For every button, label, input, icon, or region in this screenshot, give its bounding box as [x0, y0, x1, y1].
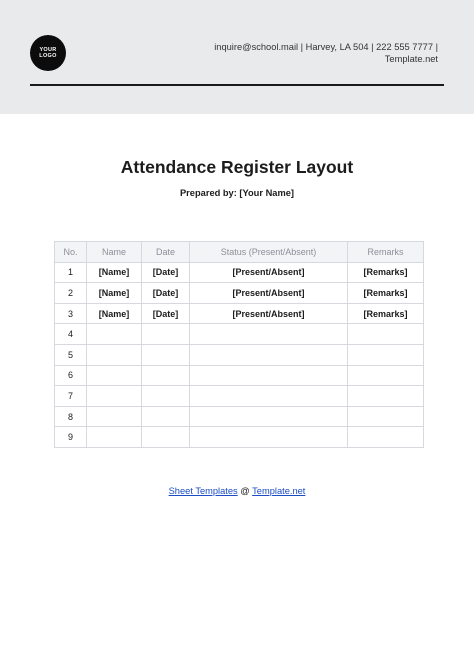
row-number-cell: 9	[55, 427, 87, 448]
table-row	[55, 303, 424, 324]
table-cell	[87, 324, 142, 345]
column-header: Status (Present/Absent)	[190, 242, 348, 263]
table-cell	[190, 386, 348, 407]
table-header-row	[55, 242, 424, 263]
header-divider	[30, 84, 444, 86]
table-cell	[142, 427, 190, 448]
table-cell	[190, 427, 348, 448]
table-row	[55, 283, 424, 304]
table-row	[55, 324, 424, 345]
column-header: Name	[87, 242, 142, 263]
template-net-link[interactable]: Template.net	[252, 486, 306, 496]
row-number-cell: 5	[55, 344, 87, 365]
row-number-cell: 4	[55, 324, 87, 345]
attendance-table	[54, 241, 424, 448]
table-cell: [Remarks]	[348, 283, 424, 304]
table-cell: [Name]	[87, 283, 142, 304]
row-number-cell: 3	[55, 303, 87, 324]
table-cell	[142, 365, 190, 386]
table-cell: [Present/Absent]	[190, 283, 348, 304]
table-cell	[190, 406, 348, 427]
table-row	[55, 365, 424, 386]
row-number-cell: 6	[55, 365, 87, 386]
prepared-by: Prepared by: [Your Name]	[179, 188, 294, 198]
column-header: No.	[55, 242, 87, 263]
table-cell	[348, 427, 424, 448]
table-cell: [Date]	[142, 283, 190, 304]
table-cell	[348, 365, 424, 386]
table-cell	[142, 406, 190, 427]
logo-text-top: YOUR	[39, 46, 57, 53]
table-cell: [Present/Absent]	[190, 262, 348, 283]
sheet-templates-link[interactable]: Sheet Templates	[168, 486, 238, 496]
table-cell	[87, 427, 142, 448]
row-number-cell: 2	[55, 283, 87, 304]
table-row	[55, 386, 424, 407]
table-cell	[348, 386, 424, 407]
table-cell	[348, 406, 424, 427]
column-header: Remarks	[348, 242, 424, 263]
table-row	[55, 427, 424, 448]
table-cell	[142, 344, 190, 365]
contact-line-2: Template.net	[384, 54, 438, 64]
table-cell: [Remarks]	[348, 303, 424, 324]
row-number-cell: 7	[55, 386, 87, 407]
table-row	[55, 262, 424, 283]
table-cell	[87, 365, 142, 386]
table-cell	[190, 365, 348, 386]
table-cell: [Remarks]	[348, 262, 424, 283]
table-body	[55, 262, 424, 447]
header-band	[0, 0, 474, 114]
table-cell	[87, 344, 142, 365]
table-cell: [Present/Absent]	[190, 303, 348, 324]
table-cell	[190, 344, 348, 365]
table-cell	[87, 386, 142, 407]
table-row	[55, 406, 424, 427]
logo-badge	[30, 35, 66, 71]
contact-line-1: inquire@school.mail | Harvey, LA 504 | 222 555 7777 |	[214, 42, 438, 52]
table-cell	[142, 386, 190, 407]
table-cell	[142, 324, 190, 345]
table-cell	[348, 344, 424, 365]
row-number-cell: 1	[55, 262, 87, 283]
row-number-cell: 8	[55, 406, 87, 427]
table-cell	[190, 324, 348, 345]
column-header: Date	[142, 242, 190, 263]
table-cell: [Name]	[87, 303, 142, 324]
document-title: Attendance Register Layout	[120, 157, 354, 177]
table-cell	[348, 324, 424, 345]
table-row	[55, 344, 424, 365]
logo-text-bottom: LOGO	[39, 53, 57, 59]
table-cell: [Date]	[142, 303, 190, 324]
footer	[0, 486, 474, 496]
footer-separator: @	[237, 486, 253, 496]
table-cell: [Date]	[142, 262, 190, 283]
table-cell: [Name]	[87, 262, 142, 283]
contact-info	[214, 41, 438, 65]
table-cell	[87, 406, 142, 427]
